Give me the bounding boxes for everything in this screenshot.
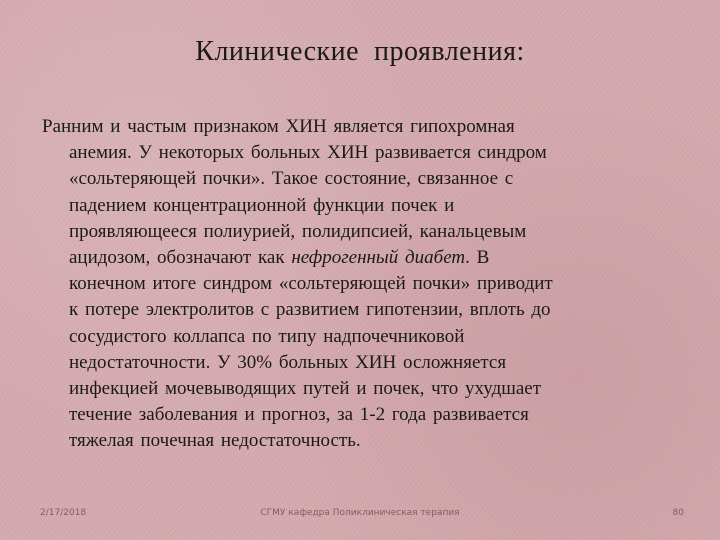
body-line: проявляющееся полиурией, полидипсией, канальцевым: [69, 220, 527, 242]
body-line: Ранним и частым признаком ХИН является гипохромная: [42, 116, 515, 137]
slide-body-text: [42, 114, 690, 455]
slide-title: Клинические проявления:: [195, 36, 525, 67]
body-line: недостаточности. У 30% больных ХИН осложняется: [69, 351, 507, 373]
body-line: падением концентрационной функции почек и: [69, 194, 455, 216]
body-line: тяжелая почечная недостаточность.: [69, 430, 361, 452]
body-line-with-emphasis: [42, 245, 690, 271]
emphasized-term: нефрогенный диабет: [291, 247, 466, 269]
body-line-start: ацидозом, обозначают как: [69, 247, 285, 269]
body-line: сосудистого коллапса по типу надпочечниковой: [69, 325, 465, 347]
body-line: инфекцией мочевыводящих путей и почек, что ухудшает: [69, 378, 542, 400]
body-line: «сольтеряющей почки». Такое состояние, связанное с: [69, 168, 514, 190]
footer-date: 2/17/2018: [40, 508, 87, 518]
footer-page-number: 80: [672, 508, 684, 518]
body-line: анемия. У некоторых больных ХИН развивается синдром: [69, 142, 547, 164]
footer-department: СГМУ кафедра Поликлиническая терапия: [260, 508, 460, 518]
body-line: к потере электролитов с развитием гипотензии, вплоть до: [69, 299, 551, 321]
body-line-tail: . В: [465, 247, 490, 269]
body-line: течение заболевания и прогноз, за 1-2 года развивается: [69, 404, 529, 426]
body-line: конечном итоге синдром «сольтеряющей почки» приводит: [69, 273, 553, 295]
